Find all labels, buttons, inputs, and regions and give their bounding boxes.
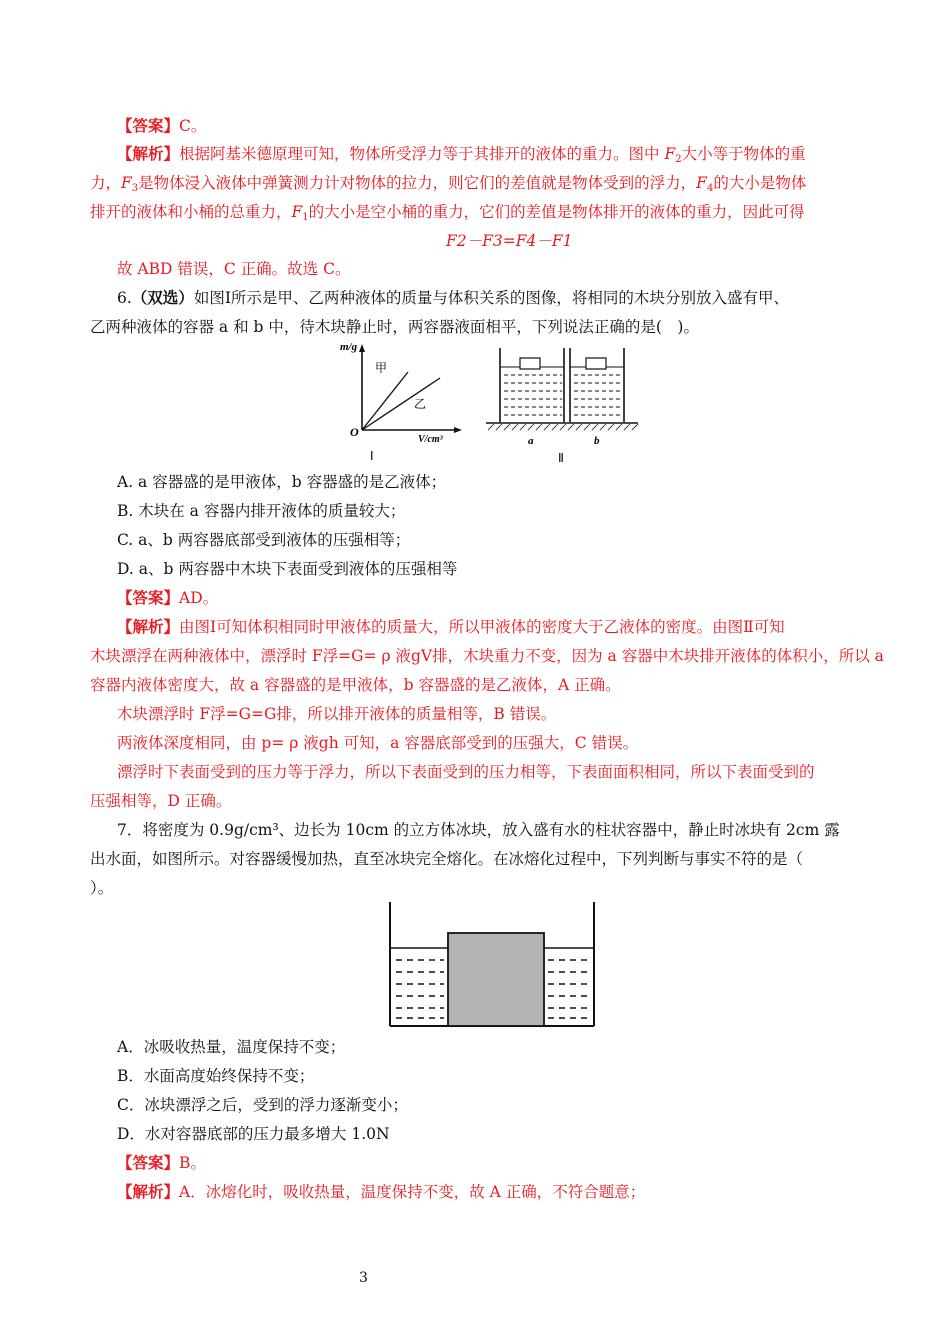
graph-jia-label: 甲 (375, 361, 388, 375)
q6-answer-value: AD。 (179, 589, 219, 607)
symbol-f2: F (664, 145, 676, 163)
symbol-f3: F (121, 174, 132, 192)
q6-option-a: A. a 容器盛的是甲液体，b 容器盛的是乙液体； (117, 473, 447, 491)
q5-conclusion: 故 ABD 错误，C 正确。故选 C。 (117, 260, 351, 278)
q6-analysis-line-5: 两液体深度相同，由 p= ρ 液gh 可知，a 容器底部受到的压强大，C 错误。 (117, 734, 639, 752)
q6-tag: （双选） (131, 288, 194, 307)
q6-answer (117, 588, 218, 608)
graph-line-jia (362, 372, 408, 430)
q5-answer-tag: 【答案】 (117, 116, 180, 135)
q6-number: 6. (117, 289, 132, 307)
q6-container-figure (482, 342, 642, 468)
q6-analysis-line-1 (117, 617, 785, 637)
q7-stem-line-2: 出水面，如图所示。对容器缓慢加热，直至冰块完全熔化。在冰熔化过程中，下列判断与事实不符的是（ (90, 850, 804, 868)
container-a-liquid (504, 375, 562, 415)
symbol-f2-sub: 2 (675, 154, 682, 165)
q7-option-b: B．水面高度始终保持不变； (117, 1067, 315, 1085)
q5-analysis-text: 是物体浸入液体中弹簧测力计对物体的拉力，则它们的差值就是物体受到的浮力， (138, 174, 697, 192)
q6-analysis-line-6: 漂浮时下表面受到的压力等于浮力，所以下表面受到的压力相等，下表面面积相同，所以下表面受到的 (117, 763, 815, 781)
q5-analysis-line-3 (90, 202, 805, 228)
q6-stem-line-2: 乙两种液体的容器 a 和 b 中，待木块静止时，两容器液面相平，下列说法正确的是( )。 (90, 318, 699, 336)
q7-water-left (396, 960, 444, 1018)
container-b-liquid (574, 375, 622, 415)
q7-ice-cube (448, 933, 544, 1026)
q7-answer (117, 1153, 206, 1173)
q5-analysis-text: 大小等于物体的重 (681, 145, 806, 163)
container-a-label: a (528, 435, 534, 447)
q5-analysis-line-1 (117, 144, 806, 170)
q7-analysis-line-1 (117, 1182, 645, 1202)
q5-analysis-line-2 (90, 173, 806, 199)
graph-yi-label: 乙 (414, 397, 427, 411)
symbol-f1-sub: 1 (302, 212, 309, 223)
q6-analysis-line-2: 木块漂浮在两种液体中，漂浮时 F浮=G= ρ 液gV排，木块重力不变，因为 a 容器中木块排开液体的体积小，所以 a (90, 647, 884, 665)
symbol-f3-sub: 3 (131, 183, 139, 194)
ground-hatching (488, 424, 638, 430)
q6-option-d: D. a、b 两容器中木块下表面受到液体的压强相等 (117, 560, 458, 578)
container-b-label: b (594, 435, 600, 447)
q7-analysis-tag: 【解析】 (117, 1182, 180, 1201)
graph-origin-label: O (350, 425, 359, 439)
container-figure-caption: Ⅱ (558, 451, 564, 465)
q6-stem-line-1 (117, 288, 789, 308)
symbol-f4: F (696, 174, 707, 192)
q6-stem-text: 如图Ⅰ所示是甲、乙两种液体的质量与体积关系的图像，将相同的木块分别放入盛有甲、 (193, 289, 789, 307)
q5-analysis-text: 力， (90, 174, 122, 192)
q5-analysis-text: 的大小是空小桶的重力，它们的差值是物体排开的液体的重力，因此可得 (308, 203, 805, 221)
q6-analysis-line-4: 木块漂浮时 F浮=G=G排，所以排开液体的质量相等，B 错误。 (117, 705, 557, 723)
q7-answer-tag: 【答案】 (117, 1153, 180, 1172)
q6-graph-figure (330, 340, 470, 468)
q6-analysis-line-3: 容器内液体密度大，故 a 容器盛的是甲液体，b 容器盛的是乙液体，A 正确。 (90, 676, 621, 694)
symbol-f1: F (291, 203, 303, 221)
graph-x-label: V/cm³ (418, 434, 443, 445)
q7-option-a: A．冰吸收热量，温度保持不变； (117, 1038, 346, 1056)
q7-option-c: C．冰块漂浮之后，受到的浮力逐渐变小； (117, 1096, 408, 1114)
q5-analysis-tag: 【解析】 (117, 144, 180, 163)
q7-ice-container-figure (384, 900, 600, 1030)
q6-answer-tag: 【答案】 (117, 588, 180, 607)
q6-option-c: C. a、b 两容器底部受到液体的压强相等； (117, 531, 411, 549)
symbol-f4-sub: 4 (706, 183, 714, 194)
q7-water-right (548, 960, 590, 1018)
q7-stem-line-1: 7．将密度为 0.9g/cm³、边长为 10cm 的立方体冰块，放入盛有水的柱状容器中，静止时冰块有 2cm 露 (117, 821, 840, 839)
q5-answer (117, 116, 206, 136)
q6-analysis-tag: 【解析】 (117, 617, 180, 636)
q7-option-d: D．水对容器底部的压力最多增大 1.0N (117, 1125, 390, 1143)
graph-line-yi (362, 378, 440, 430)
container-a-wood-block (520, 358, 540, 369)
q5-analysis-text: 的大小是物体 (713, 174, 807, 192)
q5-formula: F2－F3=F4－F1 (446, 232, 573, 250)
q5-answer-value: C。 (179, 117, 207, 135)
graph-y-label: m/g (340, 341, 358, 353)
q5-analysis-text: 根据阿基米德原理可知，物体所受浮力等于其排开的液体的重力。图中 (179, 145, 665, 163)
q6-analysis-text: 由图Ⅰ可知体积相同时甲液体的质量大，所以甲液体的密度大于乙液体的密度。由图Ⅱ可知 (179, 618, 785, 636)
q7-stem-line-3: ）。 (90, 879, 114, 897)
q6-option-b: B. 木块在 a 容器内排开液体的质量较大； (117, 502, 406, 520)
page-number: 3 (359, 1270, 368, 1286)
q7-answer-value: B。 (179, 1154, 206, 1172)
graph-x-arrow (454, 427, 462, 433)
q5-analysis-text: 排开的液体和小桶的总重力， (90, 203, 292, 221)
container-b-wood-block (586, 358, 606, 369)
graph-caption: Ⅰ (370, 449, 374, 463)
q7-analysis-text: A．冰熔化时，吸收热量，温度保持不变，故 A 正确，不符合题意； (179, 1183, 646, 1201)
q6-analysis-line-7: 压强相等，D 正确。 (90, 792, 232, 810)
graph-y-arrow (359, 344, 365, 352)
